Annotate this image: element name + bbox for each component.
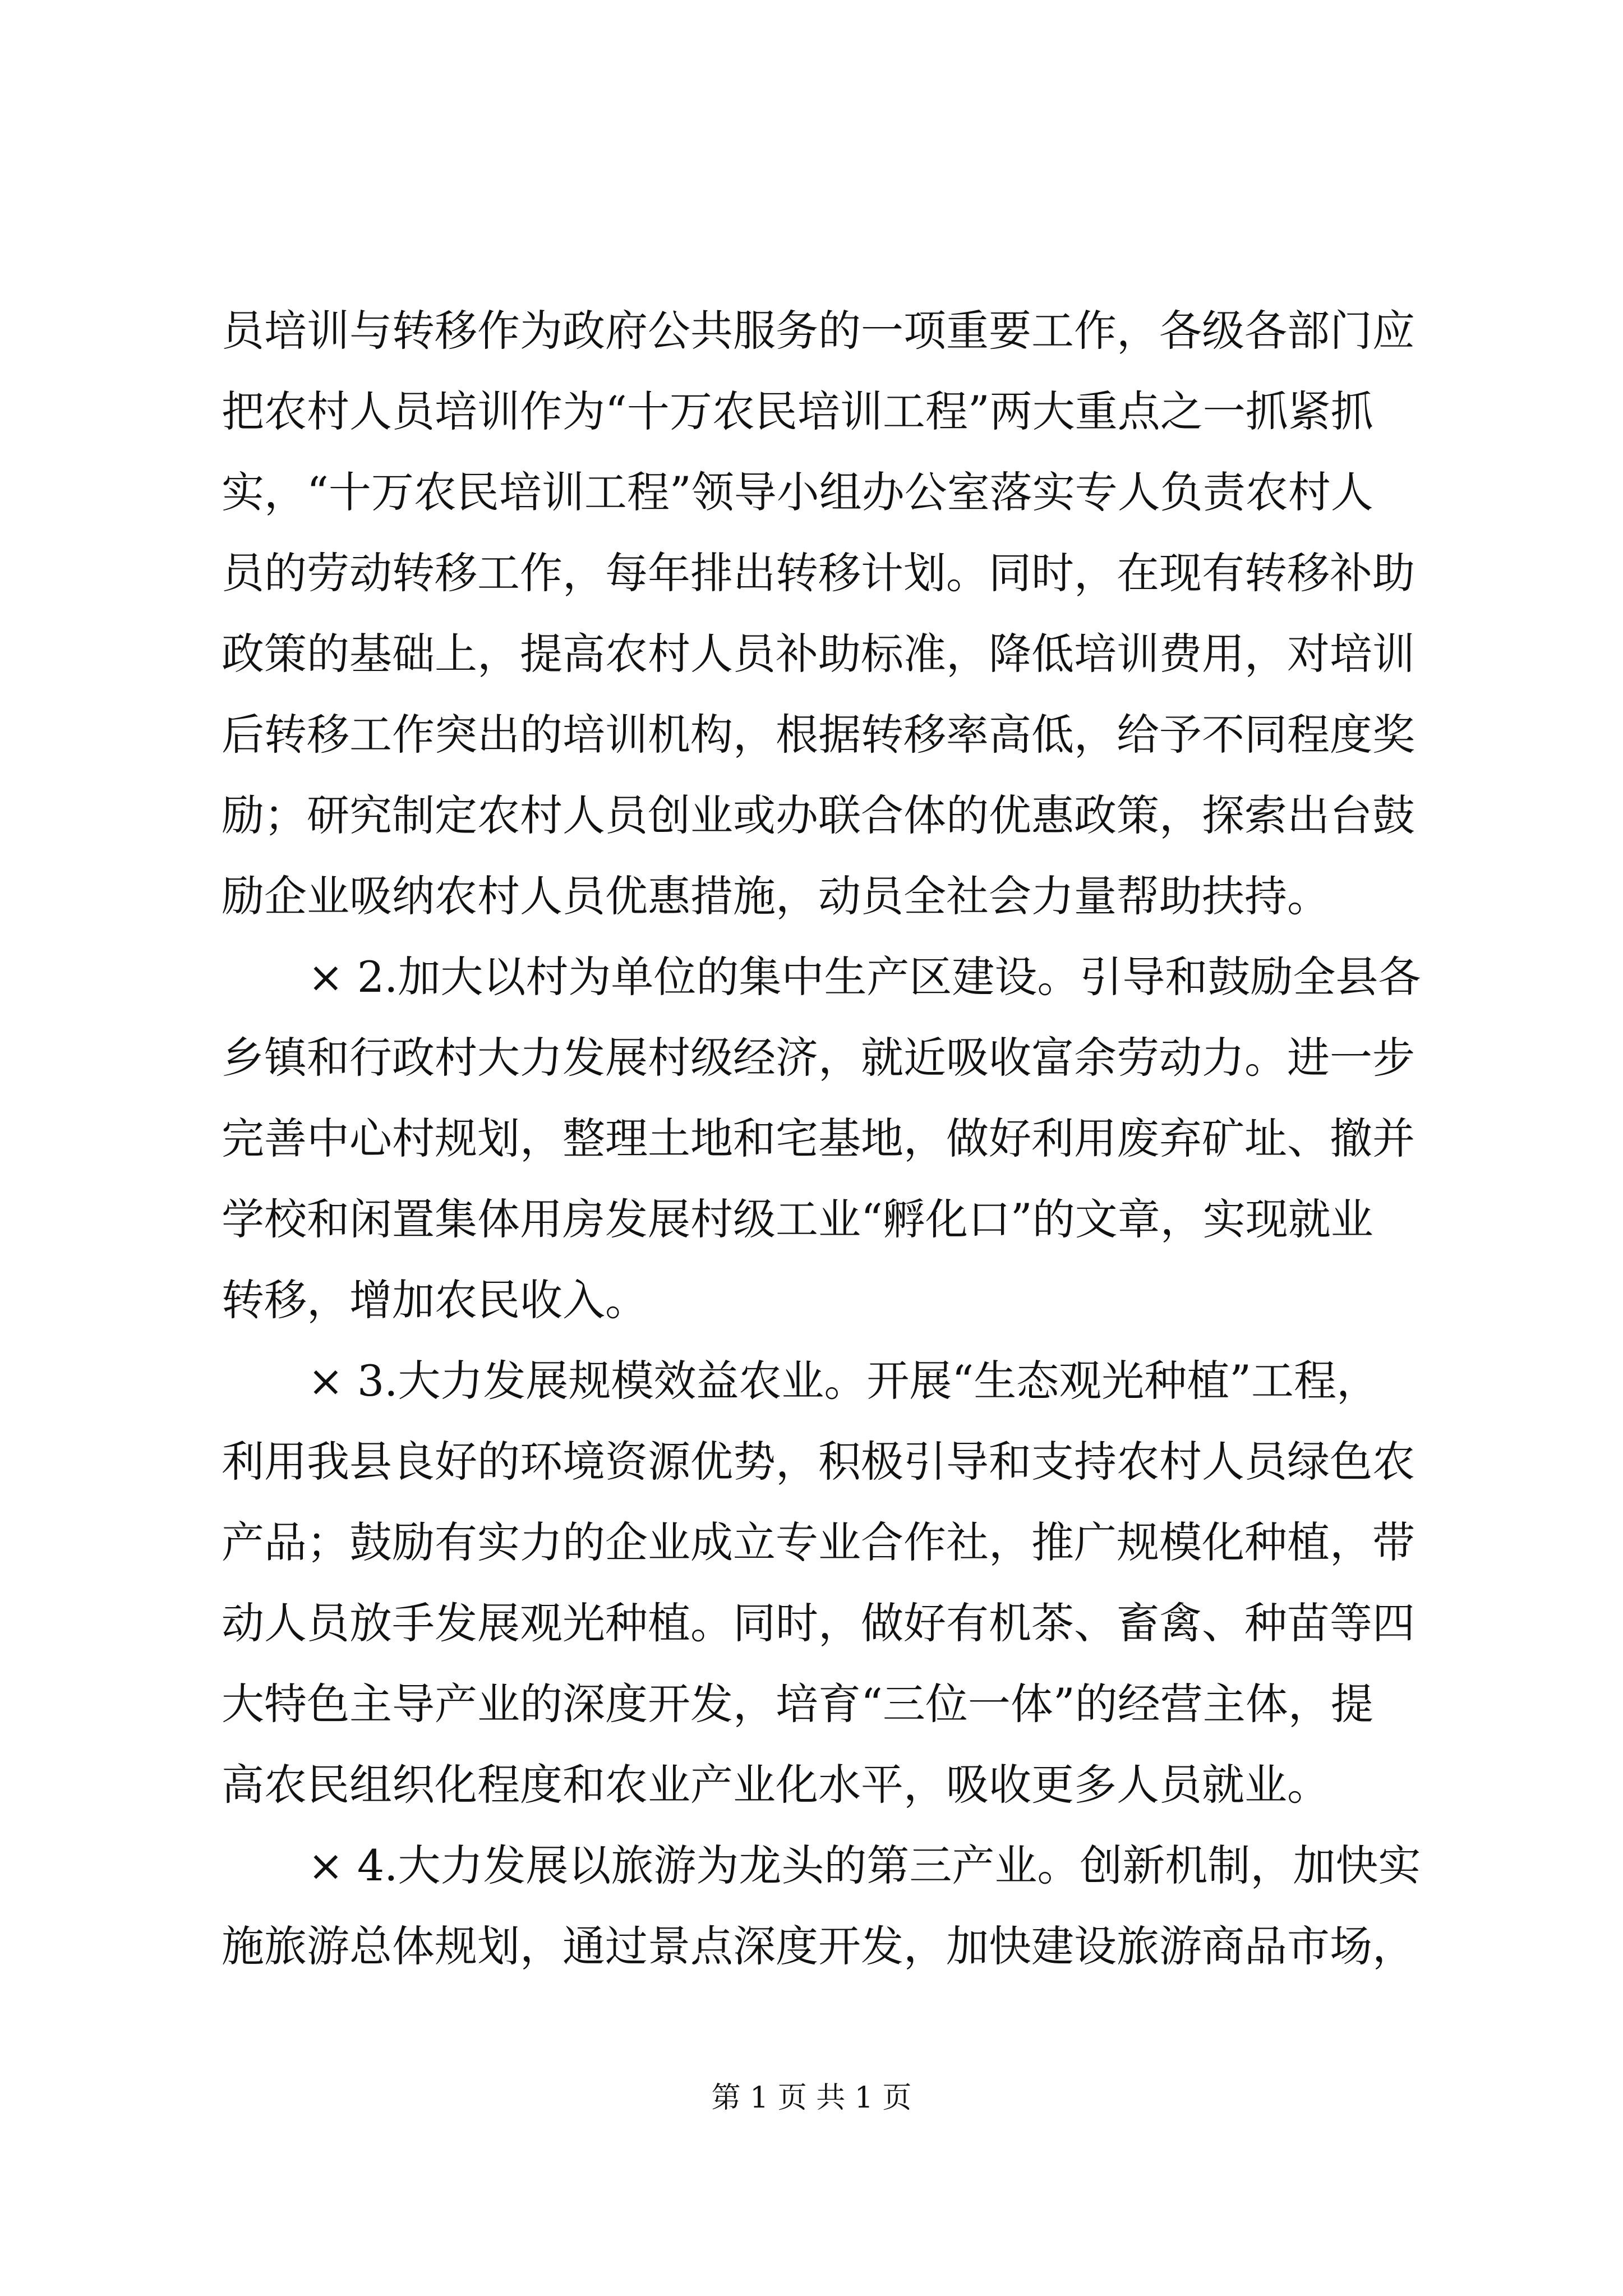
paragraph-4-line-2: 施旅游总体规划，通过景点深度开发，加快建设旅游商品市场， — [222, 1921, 1415, 1971]
paragraph-2-line-4: 学校和闲置集体用房发展村级工业“孵化口”的文章，实现就业 — [222, 1194, 1373, 1244]
page-footer: 第 1 页 共 1 页 — [711, 2081, 912, 2115]
paragraph-3-line-5: 大特色主导产业的深度开发，培育“三位一体”的经营主体，提 — [222, 1679, 1373, 1729]
paragraph-3-line-6: 高农民组织化程度和农业产业化水平，吸收更多人员就业。 — [222, 1760, 1330, 1810]
paragraph-1-line-7: 励；研究制定农村人员创业或办联合体的优惠政策，探索出台鼓 — [222, 790, 1415, 840]
paragraph-1-line-2: 把农村人员培训作为“十万农民培训工程”两大重点之一抓紧抓 — [222, 386, 1373, 436]
paragraph-1-line-3: 实，“十万农民培训工程”领导小组办公室落实专人负责农村人 — [222, 467, 1373, 517]
paragraph-4-line-1: × 4.大力发展以旅游为龙头的第三产业。创新机制，加快实 — [308, 1841, 1421, 1890]
paragraph-2-line-5: 转移，增加农民收入。 — [222, 1275, 648, 1325]
paragraph-2-line-2: 乡镇和行政村大力发展村级经济，就近吸收富余劳动力。进一步 — [222, 1033, 1415, 1083]
paragraph-2-line-3: 完善中心村规划，整理土地和宅基地，做好利用废弃矿址、撤并 — [222, 1114, 1415, 1163]
paragraph-1-line-5: 政策的基础上，提高农村人员补助标准，降低培训费用，对培训 — [222, 629, 1415, 679]
paragraph-3-line-2: 利用我县良好的环境资源优势，积极引导和支持农村人员绿色农 — [222, 1437, 1415, 1487]
paragraph-3-line-3: 产品；鼓励有实力的企业成立专业合作社，推广规模化种植，带 — [222, 1517, 1415, 1567]
paragraph-1-line-6: 后转移工作突出的培训机构，根据转移率高低，给予不同程度奖 — [222, 710, 1415, 760]
paragraph-1-line-4: 员的劳动转移工作，每年排出转移计划。同时，在现有转移补助 — [222, 548, 1415, 598]
paragraph-2-line-1: × 2.加大以村为单位的集中生产区建设。引导和鼓励全县各 — [308, 952, 1421, 1002]
paragraph-1-line-1: 员培训与转移作为政府公共服务的一项重要工作，各级各部门应 — [222, 306, 1415, 356]
paragraph-1-line-8: 励企业吸纳农村人员优惠措施，动员全社会力量帮助扶持。 — [222, 871, 1330, 921]
paragraph-3-line-1: × 3.大力发展规模效益农业。开展“生态观光种植”工程， — [308, 1356, 1380, 1406]
paragraph-3-line-4: 动人员放手发展观光种植。同时，做好有机茶、畜禽、种苗等四 — [222, 1598, 1415, 1648]
